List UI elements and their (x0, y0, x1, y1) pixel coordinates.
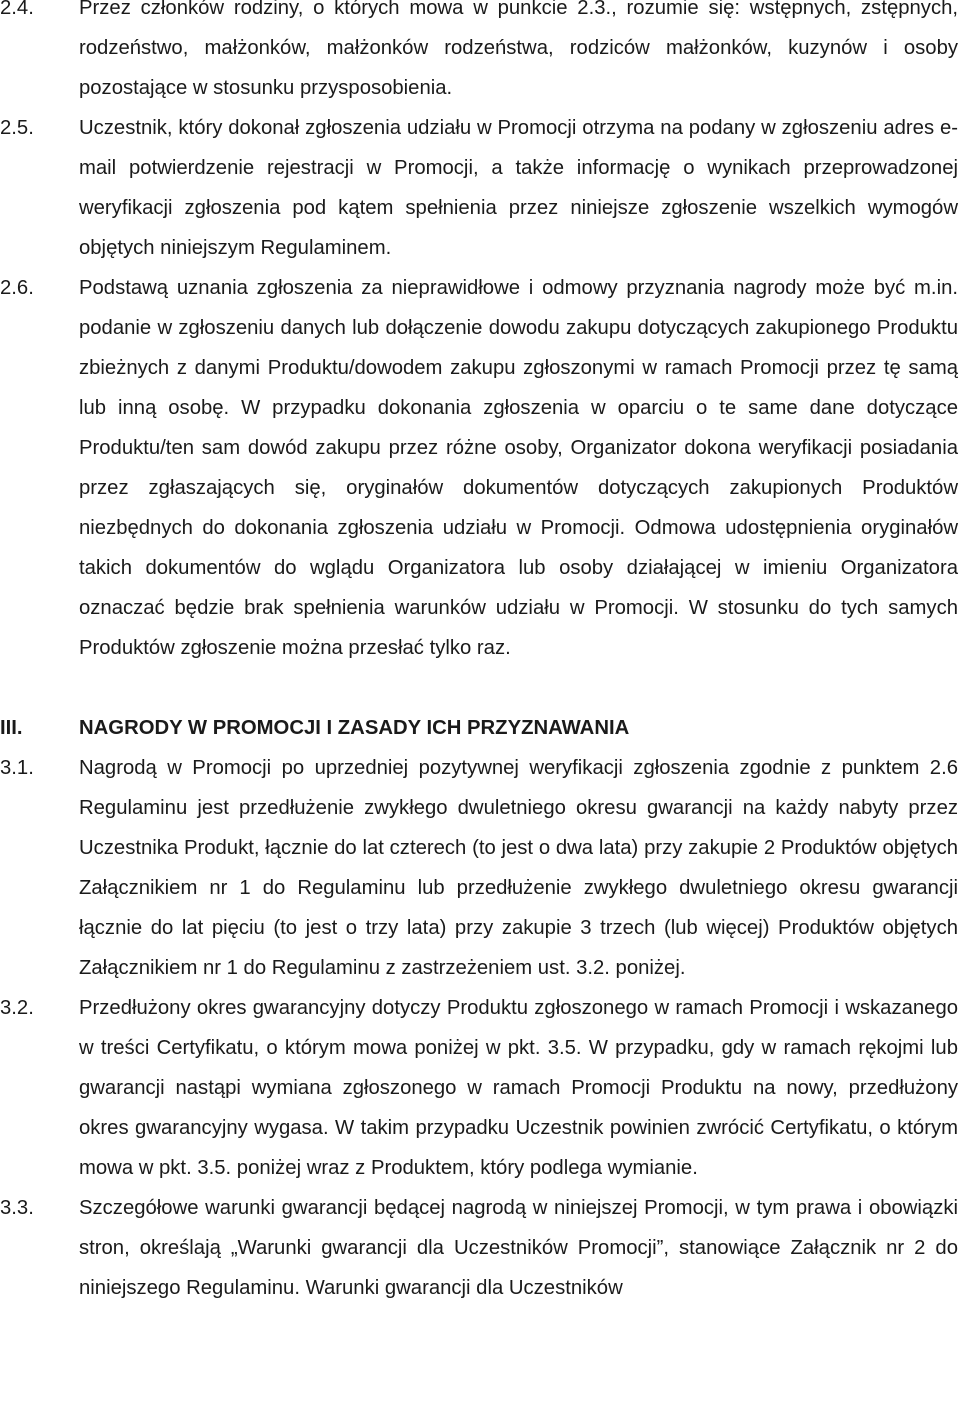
clause-text: Nagrodą w Promocji po uprzedniej pozytywnej weryfikacji zgłoszenia zgodnie z punktem 2.6 Regulaminu jest przedłużenie zwykłego dwuletniego okresu gwarancji na każdy nabyty przez Uczestnika Produkt, łącznie do lat czterech (to jest o dwa lata) przy zakupie 2 Produktów objętych Załącznikiem nr 1 do Regulaminu lub przedłużenie zwykłego dwuletniego okresu gwarancji łącznie do lat pięciu (to jest o trzy lata) przy zakupie 3 trzech (lub więcej) Produktów objętych Załącznikiem nr 1 do Regulaminu z zastrzeżeniem ust. 3.2. poniżej. (79, 757, 958, 979)
clause-2-4 (0, 0, 958, 108)
clause-text: Szczegółowe warunki gwarancji będącej nagrodą w niniejszej Promocji, w tym prawa i obowiązki stron, określają „Warunki gwarancji dla Uczestników Promocji”, stanowiące Załącznik nr 2 do niniejszego Regulaminu. Warunki gwarancji dla Uczestników (79, 1197, 958, 1299)
clause-2-6 (0, 268, 958, 668)
clause-text: Uczestnik, który dokonał zgłoszenia udziału w Promocji otrzyma na podany w zgłoszeniu adres e-mail potwierdzenie rejestracji w Promocji, a także informację o wynikach przeprowadzonej weryfikacji zgłoszenia pod kątem spełnienia przez niniejsze zgłoszenie wszelkich wymogów objętych niniejszym Regulaminem. (79, 117, 958, 259)
clause-3-1 (0, 748, 958, 988)
clause-number: 2.5. (0, 117, 34, 139)
section-title: NAGRODY W PROMOCJI I ZASADY ICH PRZYZNAWANIA (79, 717, 630, 739)
clause-number: 2.4. (0, 0, 34, 19)
clause-number: 3.3. (0, 1197, 34, 1219)
clause-text: Przedłużony okres gwarancyjny dotyczy Produktu zgłoszonego w ramach Promocji i wskazanego w treści Certyfikatu, o którym mowa poniżej w pkt. 3.5. W przypadku, gdy w ramach rękojmi lub gwarancji nastąpi wymiana zgłoszonego w ramach Promocji Produktu na nowy, przedłużony okres gwarancyjny wygasa. W takim przypadku Uczestnik powinien zwrócić Certyfikatu, o którym mowa w pkt. 3.5. poniżej wraz z Produktem, który podlega wymianie. (79, 997, 958, 1179)
clause-3-3 (0, 1188, 958, 1308)
clause-number: 2.6. (0, 277, 34, 299)
clause-number: 3.1. (0, 757, 34, 779)
clause-number: 3.2. (0, 997, 34, 1019)
section-number: III. (0, 717, 23, 739)
section-heading (0, 708, 958, 748)
clause-3-2 (0, 988, 958, 1188)
clause-2-5 (0, 108, 958, 268)
clause-text: Przez członków rodziny, o których mowa w punkcie 2.3., rozumie się: wstępnych, zstępnych, rodzeństwo, małżonków, małżonków rodzeństwa, rodziców małżonków, kuzynów i osoby pozostające w stosunku przysposobienia. (79, 0, 958, 99)
clause-text: Podstawą uznania zgłoszenia za nieprawidłowe i odmowy przyznania nagrody może być m.in. podanie w zgłoszeniu danych lub dołączenie dowodu zakupu dotyczących zakupionego Produktu zbieżnych z danymi Produktu/dowodem zakupu zgłoszonymi w ramach Promocji przez tę samą lub inną osobę. W przypadku dokonania zgłoszenia w oparciu o te same dane dotyczące Produktu/ten sam dowód zakupu przez różne osoby, Organizator dokona weryfikacji posiadania przez zgłaszających się, oryginałów dokumentów dotyczących zakupionych Produktów niezbędnych do dokonania zgłoszenia udziału w Promocji. Odmowa udostępnienia oryginałów takich dokumentów do wglądu Organizatora lub osoby działającej w imieniu Organizatora oznaczać będzie brak spełnienia warunków udziału w Promocji. W stosunku do tych samych Produktów zgłoszenie można przesłać tylko raz. (79, 277, 958, 659)
